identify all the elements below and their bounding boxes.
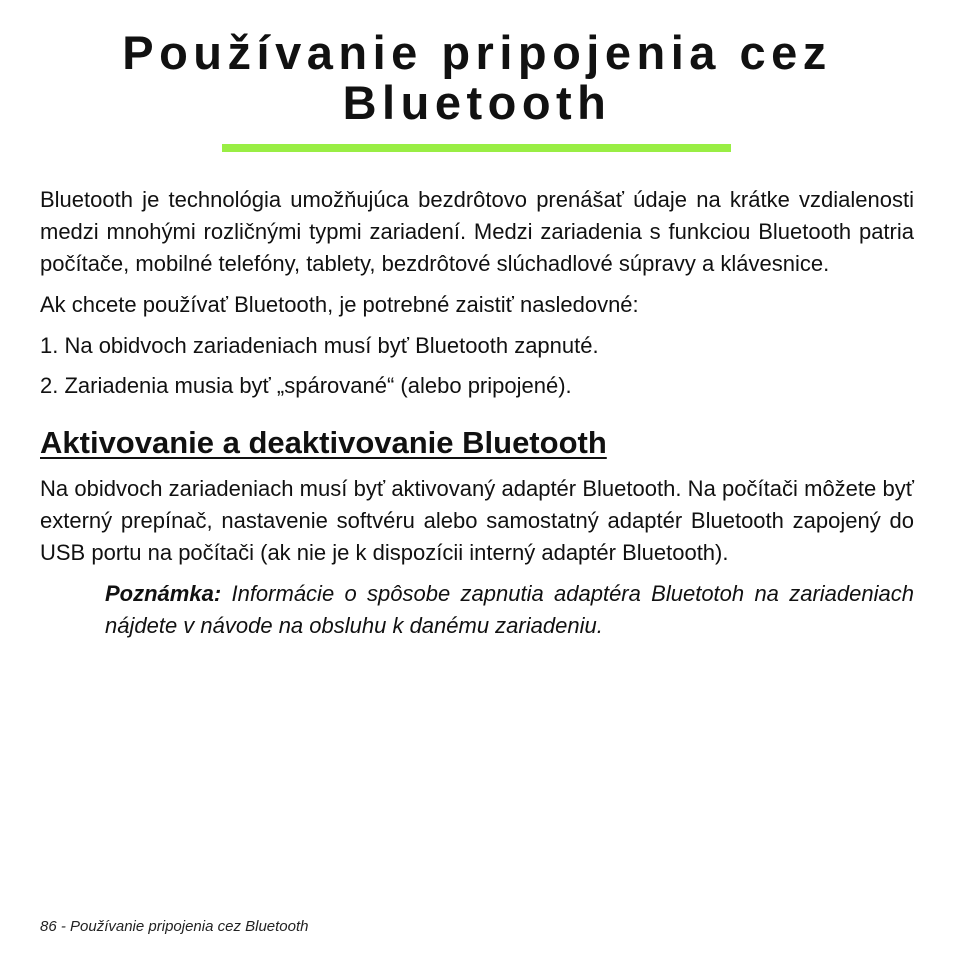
note (105, 578, 914, 642)
section-heading: Aktivovanie a deaktivovanie Bluetooth (40, 425, 607, 460)
title-underline-rule (222, 144, 731, 152)
requirements-list (40, 330, 914, 402)
page-footer: 86 - Používanie pripojenia cez Bluetooth (40, 918, 309, 935)
document-body (40, 184, 914, 642)
list-item: 2. Zariadenia musia byť „spárované“ (alebo pripojené). (40, 373, 572, 398)
requirements-intro: Ak chcete používať Bluetooth, je potrebné zaistiť nasledovné: (40, 292, 639, 317)
list-item: 1. Na obidvoch zariadeniach musí byť Bluetooth zapnuté. (40, 333, 599, 358)
note-text: Informácie o spôsobe zapnutia adaptéra Bluetotoh na zariadeniach nájdete v návode na obsluhu k danému zariadeniu. (105, 581, 914, 638)
intro-paragraph: Bluetooth je technológia umožňujúca bezdrôtovo prenášať údaje na krátke vzdialenosti medzi mnohými rozličnými typmi zariadení. Medzi zariadenia s funkciou Bluetooth patria počítače, mobilné telefóny, tablety, bezdrôtové slúchadlové súpravy a klávesnice. (40, 187, 914, 276)
page-title: Používanie pripojenia cez Bluetooth (122, 26, 832, 129)
note-label: Poznámka: (105, 581, 222, 606)
section-paragraph: Na obidvoch zariadeniach musí byť aktivovaný adaptér Bluetooth. Na počítači môžete byť externý prepínač, nastavenie softvéru alebo samostatný adaptér Bluetooth zapojený do USB portu na počítači (ak nie je k dispozícii interný adaptér Bluetooth). (40, 476, 914, 565)
